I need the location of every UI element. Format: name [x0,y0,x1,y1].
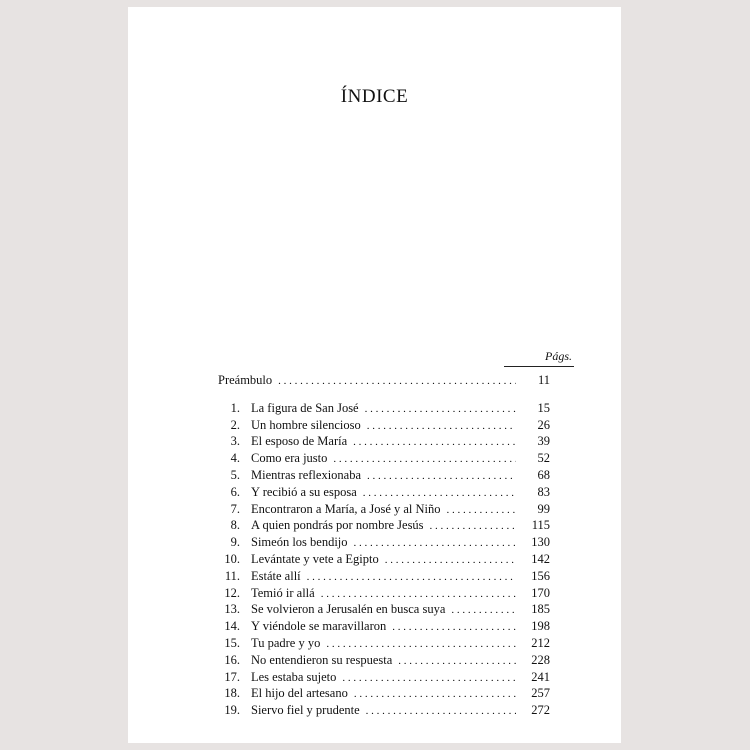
toc-entry-title: Y viéndole se maravillaron [251,619,387,634]
toc-entry-title: Tu padre y yo [251,635,321,650]
toc-entry-title: Simeón los bendijo [251,535,348,550]
toc-entry-number: 14. [224,619,240,634]
toc-entry-page: 185 [531,602,550,617]
toc-entry-title: No entendieron su respuesta [251,652,393,667]
toc-entry-title: Se volvieron a Jerusalén en busca suya [251,602,446,617]
leader-dots [366,704,516,720]
toc-entry-number: 5. [230,467,240,482]
toc-entry-number: 7. [230,501,240,516]
leader-dots [365,402,516,418]
leader-dots [392,620,516,636]
toc-entry [218,434,550,451]
toc-entry-number: 12. [224,585,240,600]
toc-entry-page: 83 [537,484,550,499]
toc-entry-title: Encontraron a María, a José y al Niño [251,501,441,516]
toc-entry-page: 99 [537,501,550,516]
toc-entry [218,535,550,552]
toc-entry [218,636,550,653]
toc-entry-number: 10. [224,551,240,566]
pages-header-rule [504,366,574,367]
toc-entry-title: Siervo fiel y prudente [251,703,360,718]
toc-entry [218,703,550,720]
toc-entry-title: Y recibió a su esposa [251,484,357,499]
toc-entry-page: 241 [531,669,550,684]
toc-entry [218,619,550,636]
toc-entry-title: El hijo del artesano [251,686,348,701]
leader-dots [354,536,516,552]
toc-entry-page: 26 [537,417,550,432]
toc-entry-number: 3. [230,434,240,449]
leader-dots [342,671,516,687]
toc-entry-number: 6. [230,484,240,499]
toc-entry-number: 2. [230,417,240,432]
toc-entry [218,670,550,687]
toc-entry [218,418,550,435]
toc-entry-number: 13. [224,602,240,617]
toc-entry [218,653,550,670]
toc-entry-page: 272 [531,703,550,718]
toc-entry-title: La figura de San José [251,400,359,415]
toc-entry-title: Temió ir allá [251,585,315,600]
toc-entry-number: 9. [230,535,240,550]
toc-entry-number: 17. [224,669,240,684]
leader-dots [363,486,516,502]
leader-dots [321,587,516,603]
toc-entry-page: 15 [537,400,550,415]
toc-entry-page: 156 [531,568,550,583]
toc-entry-title: Un hombre silencioso [251,417,361,432]
leader-dots [278,374,516,390]
toc-entry-title: Estáte allí [251,568,301,583]
leader-dots [333,452,516,468]
toc-entry-page: 142 [531,551,550,566]
toc-entry-number: 1. [230,400,240,415]
toc-entry [218,485,550,502]
leader-dots [367,469,516,485]
pages-column-header: Págs. [545,349,572,363]
leader-dots [385,553,516,569]
toc-entry [218,502,550,519]
toc-entry [218,401,550,418]
toc-entry-title: A quien pondrás por nombre Jesús [251,518,424,533]
toc-entry-page: 170 [531,585,550,600]
leader-dots [430,519,516,535]
toc-entry-title: Mientras reflexionaba [251,467,362,482]
book-page [128,7,621,743]
toc-preamble-page: 11 [537,373,550,387]
leader-dots [447,503,516,519]
toc-entry-page: 198 [531,619,550,634]
toc-entry-page: 130 [531,535,550,550]
toc-entry-page: 115 [531,518,550,533]
toc-entry-page: 39 [537,434,550,449]
toc-preamble-row [218,373,550,390]
toc-entry [218,468,550,485]
toc-entry-title: Como era justo [251,451,328,466]
toc-entry-page: 257 [531,686,550,701]
leader-dots [367,419,516,435]
page-title: ÍNDICE [340,86,409,107]
toc-entry-number: 4. [230,451,240,466]
toc-entry [218,552,550,569]
toc-entry [218,451,550,468]
toc-entry-number: 8. [230,518,240,533]
toc-entry [218,518,550,535]
toc-preamble-label: Preámbulo [218,373,273,387]
toc-entry-title: Les estaba sujeto [251,669,337,684]
leader-dots [326,637,516,653]
toc-entry-number: 16. [224,652,240,667]
leader-dots [398,654,516,670]
toc-entry-page: 228 [531,652,550,667]
toc-entry-number: 18. [224,686,240,701]
toc-entry [218,686,550,703]
toc-entry-number: 19. [224,703,240,718]
toc-entry-page: 212 [531,635,550,650]
table-of-contents [218,373,550,720]
leader-dots [451,603,516,619]
leader-dots [354,687,516,703]
toc-entry-number: 15. [224,635,240,650]
toc-entry-title: Levántate y vete a Egipto [251,551,379,566]
toc-entry-page: 52 [537,451,550,466]
toc-entry-page: 68 [537,467,550,482]
toc-entry-title: El esposo de María [251,434,348,449]
toc-entry [218,569,550,586]
toc-entry [218,602,550,619]
leader-dots [353,435,516,451]
toc-entry [218,586,550,603]
toc-entry-number: 11. [224,568,240,583]
leader-dots [307,570,516,586]
